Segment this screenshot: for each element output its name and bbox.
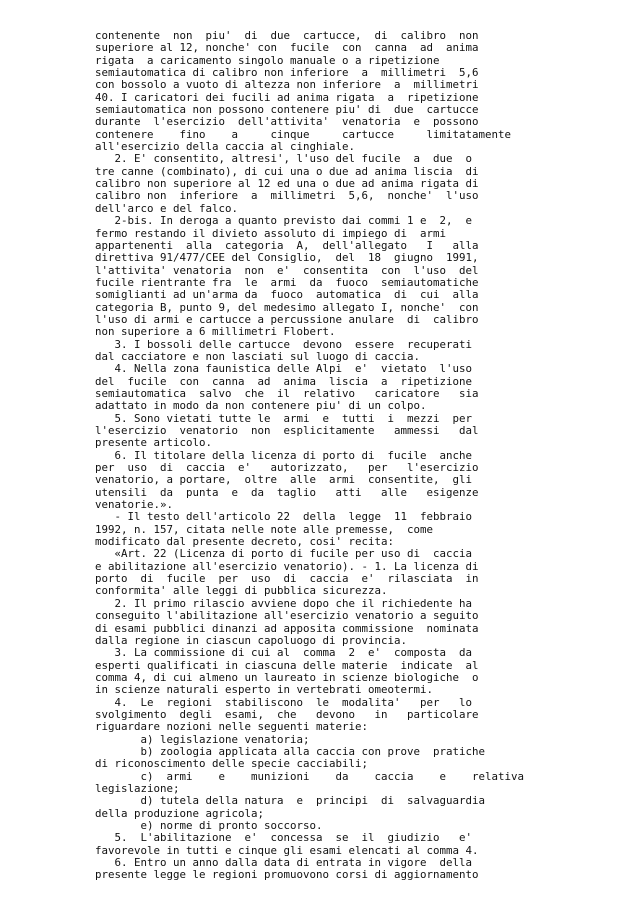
text-line: per uso di caccia e' autorizzato, per l'esercizio <box>95 461 479 475</box>
text-line: b) zoologia applicata alla caccia con prove pratiche <box>95 744 486 758</box>
text-line: d) tutela della natura e principi di salvaguardia <box>95 794 486 808</box>
text-line: 2-bis. In deroga a quanto previsto dai commi 1 e 2, e <box>95 214 473 228</box>
text-line: all'esercizio della caccia al cinghiale. <box>95 140 356 154</box>
text-line: dell'arco e del falco. <box>95 201 239 215</box>
text-line: conseguito l'abilitazione all'esercizio venatorio a seguito <box>95 609 479 623</box>
text-line: di esami pubblici dinanzi ad apposita commissione nominata <box>95 621 479 635</box>
text-line: semiautomatica di calibro non inferiore a millimetri 5,6 <box>95 66 479 80</box>
text-line: 2. Il primo rilascio avviene dopo che il richiedente ha <box>95 596 473 610</box>
text-line: a) legislazione venatoria; <box>95 732 310 746</box>
text-line: calibro non superiore al 12 ed una o due ad anima rigata di <box>95 177 479 191</box>
text-line: presente articolo. <box>95 436 213 450</box>
text-line: fermo restando il divieto assoluto di impiego di armi <box>95 226 447 240</box>
text-line: 4. Nella zona faunistica delle Alpi e' vietato l'uso <box>95 362 473 376</box>
text-line: contenente non piu' di due cartucce, di calibro non <box>95 29 479 42</box>
document-page <box>95 30 625 882</box>
text-line: 3. I bossoli delle cartucce devono essere recuperati <box>95 337 473 351</box>
text-line: 2. E' consentito, altresi', l'uso del fucile a due o <box>95 152 473 166</box>
text-line: esperti qualificati in ciascuna delle materie indicate al <box>95 658 479 672</box>
text-line: legislazione; <box>95 781 180 795</box>
text-line: del fucile con canna ad anima liscia a ripetizione <box>95 374 473 388</box>
text-line: 6. Il titolare della licenza di porto di fucile anche <box>95 448 473 462</box>
text-line: conformita' alle leggi di pubblica sicurezza. <box>95 584 388 598</box>
text-line: venatorie.». <box>95 498 174 512</box>
text-line: favorevole in tutti e cinque gli esami elencati al comma 4. <box>95 843 479 857</box>
text-line: 5. Sono vietati tutte le armi e tutti i mezzi per <box>95 411 473 425</box>
text-line: categoria B, punto 9, del medesimo allegato I, nonche' con <box>95 300 479 314</box>
text-line: e) norme di pronto soccorso. <box>95 819 323 832</box>
text-line: di riconoscimento delle specie cacciabili; <box>95 757 369 771</box>
text-line: somiglianti ad un'arma da fuoco automatica di cui alla <box>95 288 479 302</box>
text-line: rigata a caricamento singolo manuale o a ripetizione <box>95 53 440 67</box>
text-line: semiautomatica salvo che il relativo caricatore sia <box>95 386 479 400</box>
text-line: l'esercizio venatorio non esplicitamente ammessi dal <box>95 424 479 437</box>
text-line: in scienze naturali esperto in vertebrati omeotermi. <box>95 683 434 697</box>
text-line: tre canne (combinato), di cui una o due ad anima liscia di <box>95 164 479 178</box>
text-line: l'attivita' venatoria non e' consentita con l'uso del <box>95 263 479 277</box>
text-line: dalla regione in ciascun capoluogo di provincia. <box>95 633 408 647</box>
text-line: calibro non inferiore a millimetri 5,6, nonche' l'uso <box>95 189 479 203</box>
text-line: 1992, n. 157, citata nelle note alle premesse, come <box>95 522 434 536</box>
text-line: c) armi e munizioni da caccia e relativa <box>95 769 525 783</box>
text-line: porto di fucile per uso di caccia e' rilasciata in <box>95 572 479 586</box>
text-line: - Il testo dell'articolo 22 della legge 11 febbraio <box>95 510 473 524</box>
text-line: 5. L'abilitazione e' concessa se il giudizio e' <box>95 831 473 845</box>
text-line: e abilitazione all'esercizio venatorio). - 1. La licenza di <box>95 559 479 573</box>
text-line: 4. Le regioni stabiliscono le modalita' per lo <box>95 695 473 709</box>
text-line: non superiore a 6 millimetri Flobert. <box>95 325 336 339</box>
text-line: dal cacciatore e non lasciati sul luogo di caccia. <box>95 349 421 363</box>
text-line: durante l'esercizio dell'attivita' venatoria e possono <box>95 115 479 129</box>
text-line: 6. Entro un anno dalla data di entrata in vigore della <box>95 856 473 870</box>
text-line: 3. La commissione di cui al comma 2 e' composta da <box>95 646 473 660</box>
text-line: superiore al 12, nonche' con fucile con canna ad anima <box>95 41 479 55</box>
text-line: utensili da punta e da taglio atti alle esigenze <box>95 485 479 499</box>
text-line: svolgimento degli esami, che devono in particolare <box>95 707 479 721</box>
text-line: contenere fino a cinque cartucce limitatamente <box>95 127 512 141</box>
text-line: riguardare nozioni nelle seguenti materie: <box>95 720 369 734</box>
text-line: semiautomatica non possono contenere piu' di due cartucce <box>95 103 479 117</box>
text-line: l'uso di armi e cartucce a percussione anulare di calibro <box>95 312 479 326</box>
text-line: 40. I caricatori dei fucili ad anima rigata a ripetizione <box>95 90 479 104</box>
text-line: comma 4, di cui almeno un laureato in scienze biologiche o <box>95 670 479 684</box>
text-line: fucile rientrante fra le armi da fuoco semiautomatiche <box>95 275 479 289</box>
text-line: modificato dal presente decreto, cosi' recita: <box>95 535 395 549</box>
text-line: con bossolo a vuoto di altezza non inferiore a millimetri <box>95 78 479 92</box>
text-line: adattato in modo da non contenere piu' di un colpo. <box>95 399 427 413</box>
text-line: venatorio, a portare, oltre alle armi consentite, gli <box>95 473 473 487</box>
text-line: della produzione agricola; <box>95 806 265 820</box>
text-line: appartenenti alla categoria A, dell'allegato I alla <box>95 238 479 252</box>
text-line: direttiva 91/477/CEE del Consiglio, del 18 giugno 1991, <box>95 251 479 265</box>
text-line: «Art. 22 (Licenza di porto di fucile per uso di caccia <box>95 547 473 561</box>
text-line: presente legge le regioni promuovono corsi di aggiornamento <box>95 868 479 882</box>
